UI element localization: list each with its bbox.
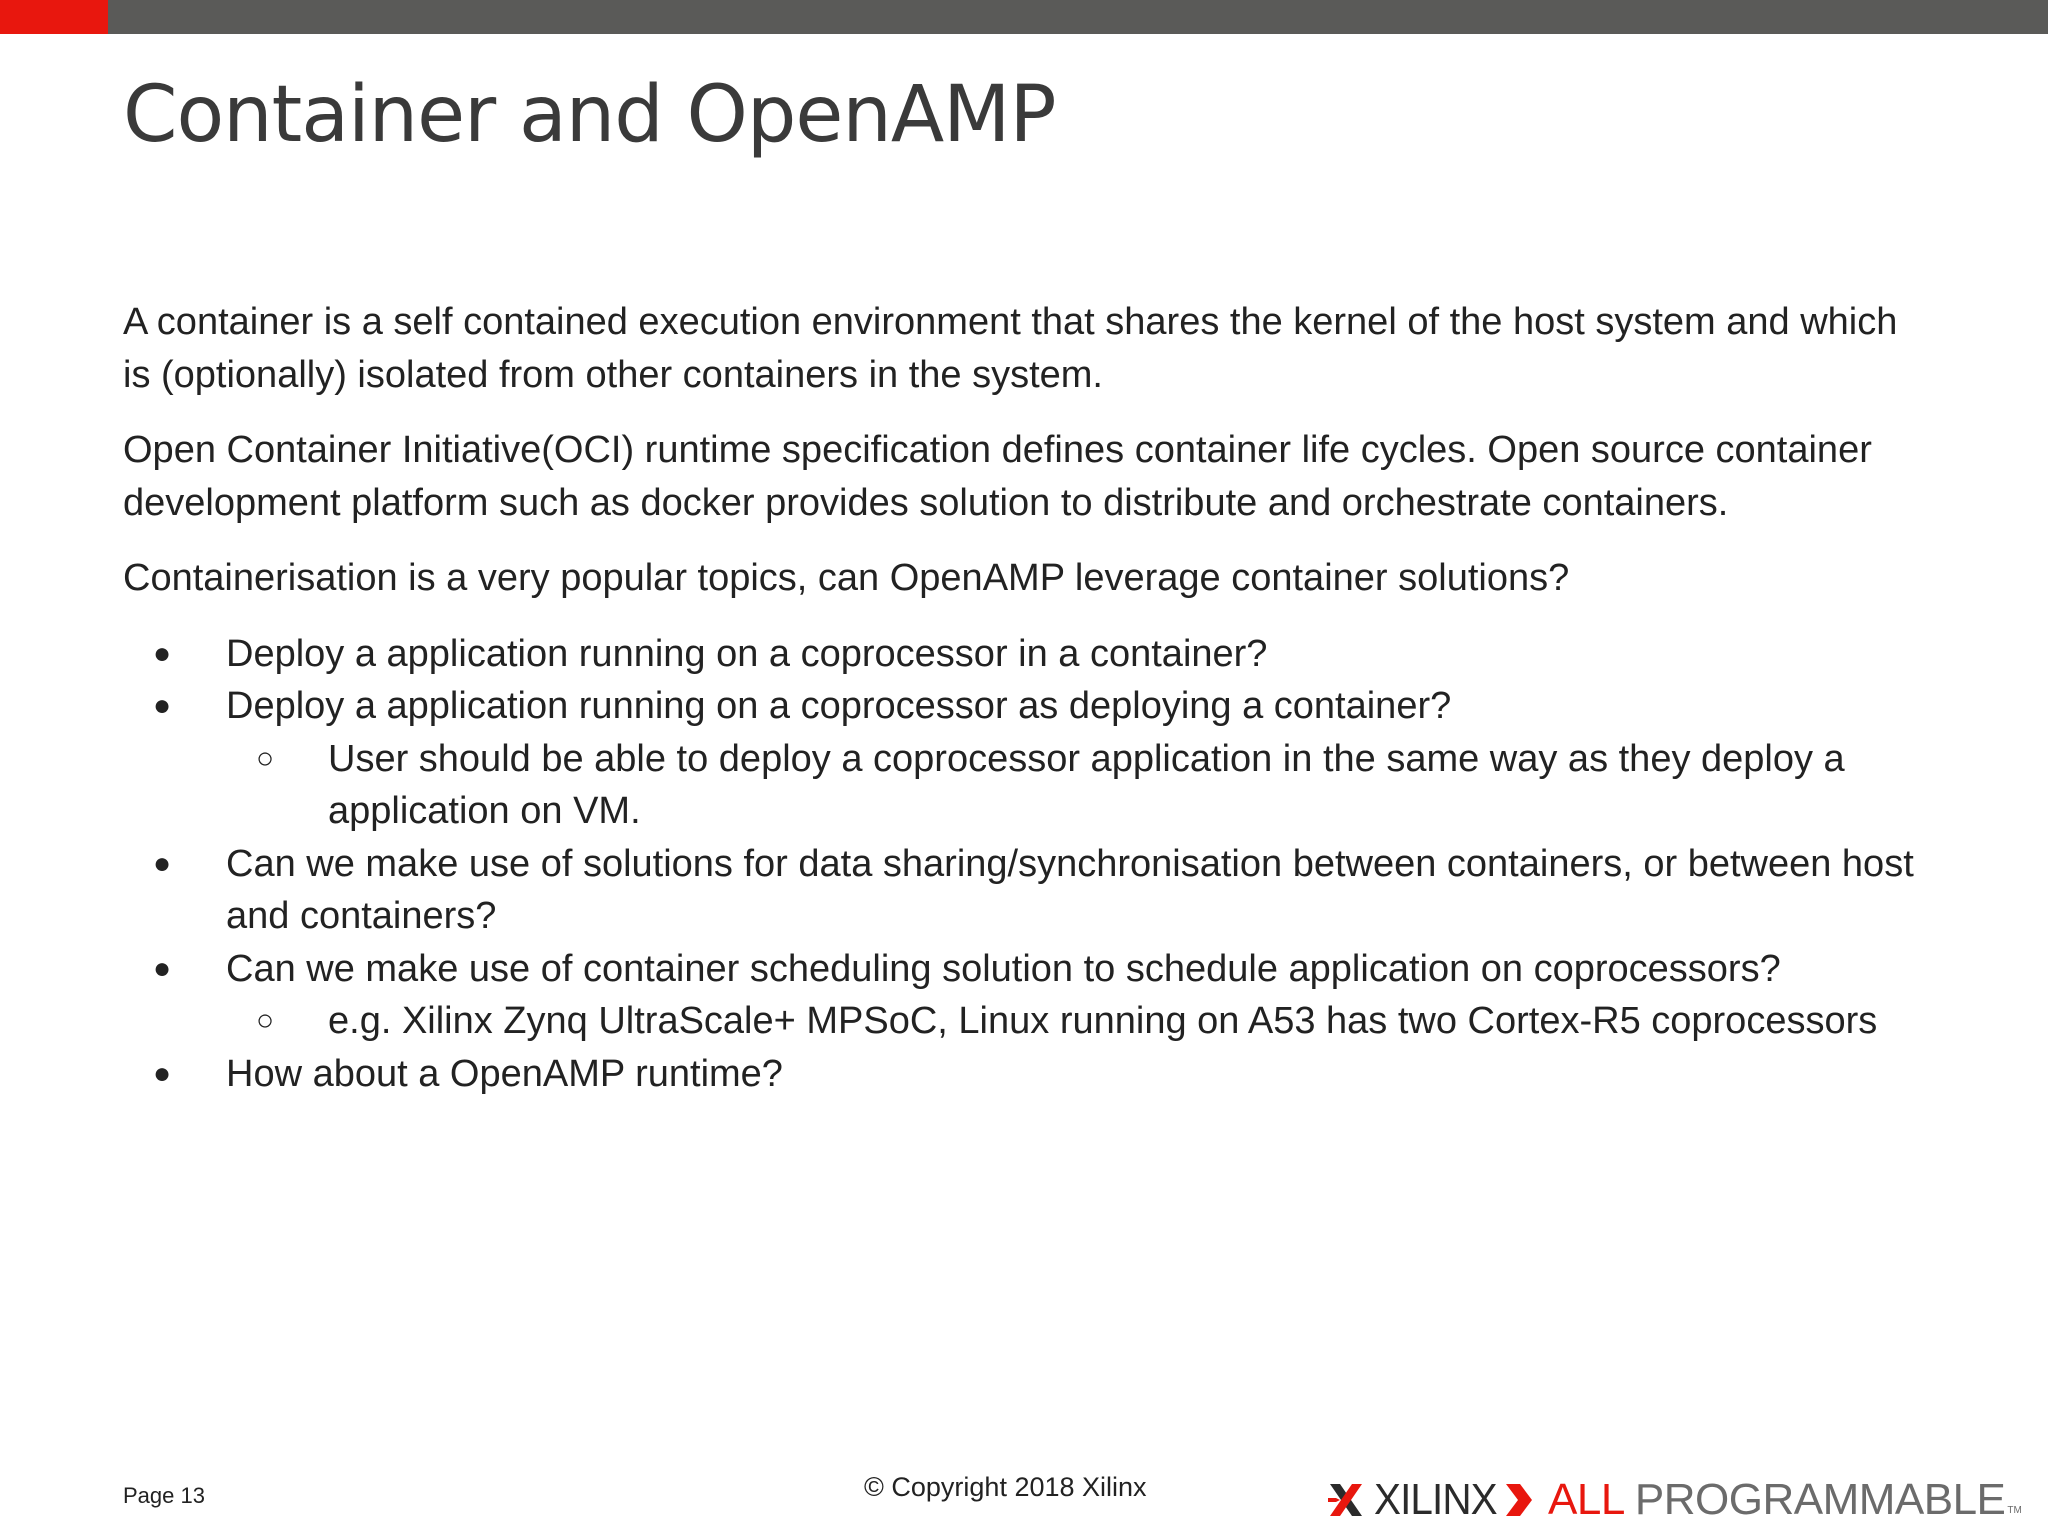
bullet-item xyxy=(123,1048,1923,1101)
bullet-text: How about a OpenAMP runtime? xyxy=(226,1052,783,1095)
top-bar xyxy=(0,0,2048,34)
logo-brand-text: XILINX xyxy=(1374,1475,1497,1524)
hollow-bullet-icon: ○ xyxy=(256,1004,275,1037)
bullet-item xyxy=(123,838,1923,943)
slide-body xyxy=(123,296,1923,1100)
bullet-text: Deploy a application running on a coprocessor in a container? xyxy=(226,632,1268,675)
sub-bullet-item xyxy=(123,733,1923,838)
chevron-right-icon xyxy=(1504,1482,1534,1518)
filled-bullet-icon: ● xyxy=(153,689,172,722)
logo-tagline-all: ALL xyxy=(1548,1475,1624,1524)
filled-bullet-icon: ● xyxy=(153,951,172,985)
logo-tagline-programmable: PROGRAMMABLE xyxy=(1623,1475,2006,1524)
filled-bullet-icon: ● xyxy=(153,846,172,880)
xilinx-x-icon xyxy=(1326,1480,1366,1520)
bullet-text: Can we make use of container scheduling solution to schedule application on coprocessors? xyxy=(226,947,1781,990)
slide-title: Container and OpenAMP xyxy=(123,70,1056,160)
question-paragraph: Containerisation is a very popular topics, can OpenAMP leverage container solutions? xyxy=(123,557,1570,599)
trademark-mark: TM xyxy=(2007,1505,2022,1516)
xilinx-logo xyxy=(1326,1476,2022,1524)
sub-bullet-text: User should be able to deploy a coprocessor application in the same way as they deploy a application on VM. xyxy=(328,737,1845,832)
bullet-list xyxy=(123,628,1923,1101)
bullet-text: Can we make use of solutions for data sharing/synchronisation between containers, or between host and containers? xyxy=(226,842,1914,937)
bullet-item xyxy=(123,628,1923,681)
logo-tagline xyxy=(1548,1475,2005,1525)
page-number: Page 13 xyxy=(123,1483,205,1508)
top-bar-accent xyxy=(0,0,108,34)
bullet-text: Deploy a application running on a coprocessor as deploying a container? xyxy=(226,685,1452,727)
filled-bullet-icon: ● xyxy=(153,636,172,670)
sub-bullet-text: e.g. Xilinx Zynq UltraScale+ MPSoC, Linux running on A53 has two Cortex-R5 coprocessors xyxy=(328,1000,1878,1042)
hollow-bullet-icon: ○ xyxy=(256,741,275,775)
bullet-item xyxy=(123,943,1923,996)
intro-paragraph: A container is a self contained execution environment that shares the kernel of the host system and which is (optionally) isolated from other containers in the system. xyxy=(123,301,1898,396)
sub-bullet-item xyxy=(123,995,1923,1048)
bullet-item xyxy=(123,680,1923,733)
oci-paragraph: Open Container Initiative(OCI) runtime specification defines container life cycles. Open source container development platform such as docker provides solution to distribute and orchestrate containers. xyxy=(123,429,1872,524)
filled-bullet-icon: ● xyxy=(153,1056,172,1090)
copyright-notice: © Copyright 2018 Xilinx xyxy=(864,1472,1147,1502)
